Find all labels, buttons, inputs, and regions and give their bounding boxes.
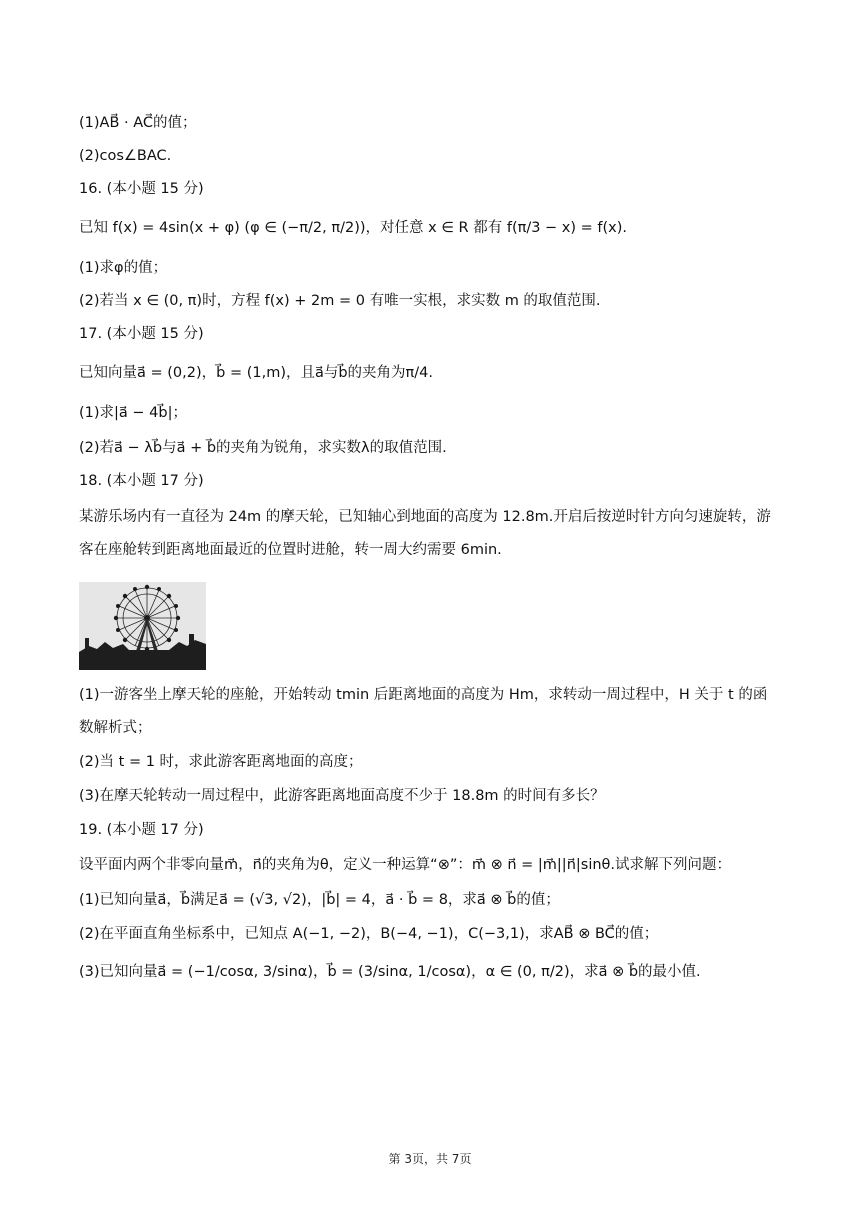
q18-heading: 18. (本小题 17 分) bbox=[79, 473, 204, 489]
ferris-wheel-photo bbox=[79, 582, 206, 670]
q16-part2: (2)若当 x ∈ (0, π)时，方程 f(x) + 2m = 0 有唯一实根，求实数 m 的取值范围. bbox=[79, 293, 601, 309]
q18-stem-line2: 客在座舱转到距离地面最近的位置时进舱，转一周大约需要 6min. bbox=[79, 542, 502, 558]
q16-stem: 已知 f(x) = 4sin(x + φ) (φ ∈ (−π/2, π/2))，对任意 x ∈ R 都有 f(π/3 − x) = f(x). bbox=[79, 220, 628, 236]
q19-part1: (1)已知向量a⃗，b⃗满足a⃗ = (√3, √2)，|b⃗| = 4，a⃗ · b⃗ = 8，求a⃗ ⊗ b⃗的值； bbox=[79, 892, 560, 908]
q16-heading: 16. (本小题 15 分) bbox=[79, 181, 204, 197]
q18-part1-line1: (1)一游客坐上摩天轮的座舱，开始转动 tmin 后距离地面的高度为 Hm，求转动一周过程中，H 关于 t 的函 bbox=[79, 687, 768, 703]
q17-part2: (2)若a⃗ − λb⃗与a⃗ + b⃗的夹角为锐角，求实数λ的取值范围. bbox=[79, 440, 447, 456]
q17-stem: 已知向量a⃗ = (0,2)，b⃗ = (1,m)，且a⃗与b⃗的夹角为π/4. bbox=[79, 365, 434, 381]
q15-part1: (1)AB⃗ · AC⃗的值； bbox=[79, 115, 197, 131]
q16-part1: (1)求φ的值； bbox=[79, 260, 168, 276]
q17-heading: 17. (本小题 15 分) bbox=[79, 326, 204, 342]
q18-part3: (3)在摩天轮转动一周过程中，此游客距离地面高度不少于 18.8m 的时间有多长？ bbox=[79, 788, 605, 804]
ferris-wheel-image bbox=[79, 582, 206, 670]
q18-part1-line2: 数解析式； bbox=[79, 720, 152, 736]
q19-heading: 19. (本小题 17 分) bbox=[79, 822, 204, 838]
q19-part3: (3)已知向量a⃗ = (−1/cosα, 3/sinα)，b⃗ = (3/sinα, 1/cosα)，α ∈ (0, π/2)，求a⃗ ⊗ b⃗的最小值. bbox=[79, 964, 701, 980]
q17-part1: (1)求|a⃗ − 4b⃗|； bbox=[79, 405, 187, 421]
q18-part2: (2)当 t = 1 时，求此游客距离地面的高度； bbox=[79, 754, 363, 770]
q15-part2: (2)cos∠BAC. bbox=[79, 148, 172, 164]
q19-part2: (2)在平面直角坐标系中，已知点 A(−1, −2)，B(−4, −1)，C(−3,1)，求AB⃗ ⊗ BC⃗的值； bbox=[79, 926, 659, 942]
page-footer: 第 3页，共 7页 bbox=[388, 1152, 472, 1166]
q18-stem-line1: 某游乐场内有一直径为 24m 的摩天轮，已知轴心到地面的高度为 12.8m.开启后按逆时针方向匀速旋转，游 bbox=[79, 509, 771, 525]
q19-stem: 设平面内两个非零向量m⃗，n⃗的夹角为θ，定义一种运算“⊗”：m⃗ ⊗ n⃗ = |m⃗||n⃗|sinθ.试求解下列问题： bbox=[79, 857, 732, 873]
